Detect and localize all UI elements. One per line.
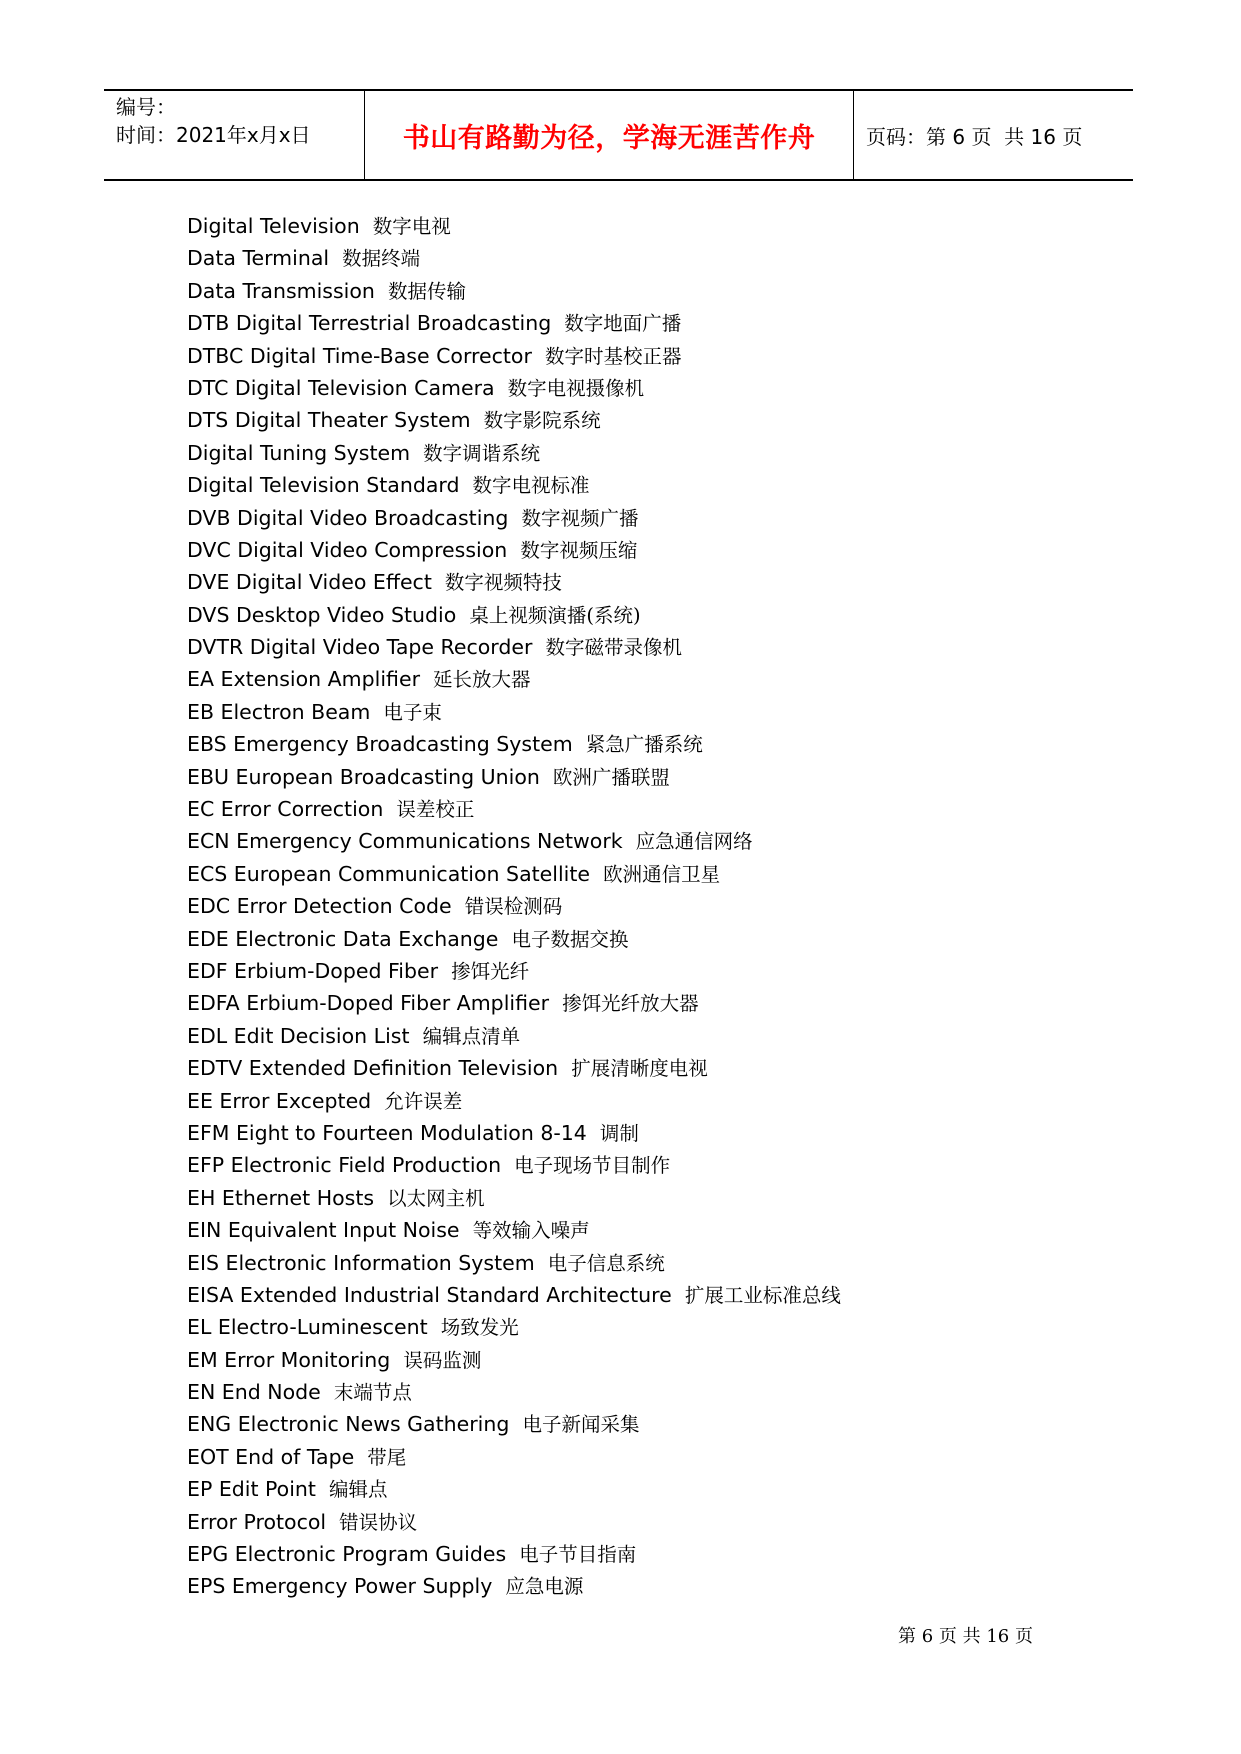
term-english: EC Error Correction	[187, 797, 384, 822]
glossary-item	[187, 242, 1087, 274]
glossary-item	[187, 469, 1087, 501]
header-meta	[104, 91, 365, 179]
term-english: EM Error Monitoring	[187, 1347, 391, 1372]
term-chinese: 场致发光	[440, 1316, 519, 1340]
term-chinese: 错误协议	[339, 1510, 418, 1534]
term-english: DVE Digital Video Effect	[187, 570, 432, 595]
glossary-item	[187, 955, 1087, 987]
glossary-item	[187, 566, 1087, 598]
term-english: EFP Electronic Field Production	[187, 1153, 502, 1178]
term-chinese: 错误检测码	[464, 895, 563, 919]
term-english: Digital Television	[187, 214, 360, 238]
glossary-item	[187, 1344, 1087, 1376]
glossary-item	[187, 923, 1087, 955]
glossary-item	[187, 890, 1087, 922]
glossary-item	[187, 372, 1087, 404]
term-chinese: 数字调谐系统	[423, 441, 541, 465]
term-chinese: 数字电视	[372, 215, 451, 238]
term-chinese: 掺饵光纤放大器	[562, 992, 699, 1016]
term-english: EL Electro-Luminescent	[187, 1315, 428, 1340]
term-chinese: 应急通信网络	[635, 830, 753, 854]
term-chinese: 数字地面广播	[564, 312, 682, 336]
glossary-item	[187, 663, 1087, 695]
number-label: 编号：	[116, 95, 176, 119]
term-chinese: 电子新闻采集	[522, 1413, 640, 1437]
term-chinese: 误差校正	[396, 798, 475, 822]
term-english: DTBC Digital Time-Base Corrector	[187, 343, 532, 368]
glossary-item	[187, 1376, 1087, 1408]
term-english: EDF Erbium-Doped Fiber	[187, 958, 439, 983]
term-chinese: 欧洲广播联盟	[552, 765, 670, 789]
term-chinese: 等效输入噪声	[472, 1219, 590, 1243]
glossary-item	[187, 340, 1087, 372]
glossary-item	[187, 534, 1087, 566]
page-header	[104, 89, 1133, 181]
term-chinese: 数字时基校正器	[544, 344, 682, 368]
term-chinese: 数字电视标准	[472, 474, 590, 498]
term-english: EA Extension Amplifier	[187, 667, 420, 692]
term-chinese: 编辑点清单	[422, 1024, 521, 1048]
term-chinese: 电子数据交换	[511, 927, 629, 951]
glossary-item	[187, 793, 1087, 825]
glossary-item	[187, 1279, 1087, 1311]
glossary-item	[187, 1085, 1087, 1117]
term-chinese: 数字视频压缩	[520, 538, 638, 562]
term-english: EP Edit Point	[187, 1477, 316, 1502]
glossary-item	[187, 1441, 1087, 1473]
term-chinese: 数字电视摄像机	[507, 376, 645, 400]
term-chinese: 扩展工业标准总线	[684, 1283, 841, 1307]
term-english: EOT End of Tape	[187, 1444, 355, 1469]
term-english: EDL Edit Decision List	[187, 1023, 410, 1048]
glossary-item	[187, 761, 1087, 793]
glossary-item	[187, 307, 1087, 339]
term-english: EIS Electronic Information System	[187, 1250, 535, 1275]
term-chinese: 数据传输	[387, 279, 466, 303]
header-motto: 书山有路勤为径，学海无涯苦作舟	[365, 91, 854, 179]
glossary-item	[187, 1117, 1087, 1149]
glossary-item	[187, 631, 1087, 663]
term-chinese: 误码监测	[403, 1348, 482, 1372]
glossary-item	[187, 1214, 1087, 1246]
term-chinese: 电子现场节目制作	[514, 1154, 671, 1178]
glossary-item	[187, 1247, 1087, 1279]
term-english: EDC Error Detection Code	[187, 894, 452, 919]
glossary-item	[187, 728, 1087, 760]
term-english: Error Protocol	[187, 1509, 327, 1534]
time-label: 时间：2021年x月x日	[116, 123, 311, 147]
term-chinese: 应急电源	[505, 1575, 584, 1599]
term-chinese: 数字视频特技	[444, 571, 562, 595]
term-english: DTB Digital Terrestrial Broadcasting	[187, 311, 552, 336]
glossary-item	[187, 1149, 1087, 1181]
term-english: DVTR Digital Video Tape Recorder	[187, 635, 533, 660]
term-english: Data Transmission	[187, 278, 375, 303]
term-english: EBU European Broadcasting Union	[187, 764, 540, 789]
glossary-item	[187, 987, 1087, 1019]
glossary-item	[187, 1182, 1087, 1214]
glossary-item	[187, 1506, 1087, 1538]
header-page-info: 页码：第 6 页 共 16 页	[866, 124, 1083, 149]
glossary-item	[187, 437, 1087, 469]
term-chinese: 调制	[599, 1121, 639, 1145]
term-english: EBS Emergency Broadcasting System	[187, 732, 573, 757]
glossary-item	[187, 275, 1087, 307]
term-english: EISA Extended Industrial Standard Architecture	[187, 1282, 672, 1307]
term-english: DTC Digital Television Camera	[187, 375, 495, 400]
glossary-item	[187, 696, 1087, 728]
term-chinese: 延长放大器	[433, 668, 531, 692]
term-english: ECS European Communication Satellite	[187, 861, 591, 886]
term-english: EIN Equivalent Input Noise	[187, 1218, 460, 1243]
term-chinese: 编辑点	[329, 1478, 388, 1502]
term-english: ENG Electronic News Gathering	[187, 1412, 510, 1437]
term-english: Data Terminal	[187, 246, 330, 271]
term-english: ECN Emergency Communications Network	[187, 829, 623, 854]
term-chinese: 允许误差	[384, 1089, 463, 1113]
term-chinese: 数据终端	[342, 247, 421, 271]
glossary-item	[187, 1311, 1087, 1343]
glossary-item	[187, 210, 1087, 242]
term-chinese: 电子节目指南	[519, 1543, 637, 1567]
term-chinese: 数字磁带录像机	[545, 636, 682, 660]
term-english: EPG Electronic Program Guides	[187, 1542, 507, 1567]
term-english: DTS Digital Theater System	[187, 408, 471, 433]
term-english: EDE Electronic Data Exchange	[187, 926, 499, 951]
term-chinese: 数字影院系统	[483, 409, 601, 433]
term-chinese: 末端节点	[333, 1381, 412, 1405]
term-chinese: 扩展清晰度电视	[571, 1057, 708, 1081]
term-english: EPS Emergency Power Supply	[187, 1574, 493, 1599]
glossary-item	[187, 1020, 1087, 1052]
glossary-item	[187, 404, 1087, 436]
term-english: DVC Digital Video Compression	[187, 537, 508, 562]
term-chinese: 紧急广播系统	[585, 733, 703, 757]
term-english: EN End Node	[187, 1380, 321, 1405]
term-chinese: 欧洲通信卫星	[603, 862, 721, 886]
glossary-item	[187, 858, 1087, 890]
glossary-item	[187, 1408, 1087, 1440]
term-english: DVB Digital Video Broadcasting	[187, 505, 509, 530]
term-english: EB Electron Beam	[187, 699, 371, 724]
term-chinese: 数字视频广播	[521, 506, 639, 530]
term-chinese: 掺饵光纤	[451, 959, 530, 983]
term-english: EFM Eight to Fourteen Modulation 8-14	[187, 1120, 587, 1145]
term-chinese: 桌上视频演播(系统)	[469, 603, 641, 627]
term-english: EE Error Excepted	[187, 1088, 372, 1113]
term-chinese: 带尾	[367, 1445, 407, 1469]
glossary-item	[187, 1052, 1087, 1084]
glossary-item	[187, 1538, 1087, 1570]
glossary-item	[187, 502, 1087, 534]
term-chinese: 电子信息系统	[547, 1251, 665, 1275]
term-english: EH Ethernet Hosts	[187, 1185, 375, 1210]
page-footer: 第 6 页 共 16 页	[898, 1626, 1033, 1647]
glossary-item	[187, 1473, 1087, 1505]
glossary-item	[187, 825, 1087, 857]
term-english: Digital Tuning System	[187, 440, 411, 465]
term-english: EDFA Erbium-Doped Fiber Amplifier	[187, 991, 550, 1016]
term-english: EDTV Extended Definition Television	[187, 1056, 559, 1081]
glossary-item	[187, 599, 1087, 631]
glossary-list	[187, 210, 1087, 1603]
glossary-item	[187, 1570, 1087, 1602]
term-english: Digital Television Standard	[187, 473, 460, 498]
term-english: DVS Desktop Video Studio	[187, 602, 457, 627]
term-chinese: 以太网主机	[387, 1186, 485, 1210]
term-chinese: 电子束	[383, 700, 442, 724]
